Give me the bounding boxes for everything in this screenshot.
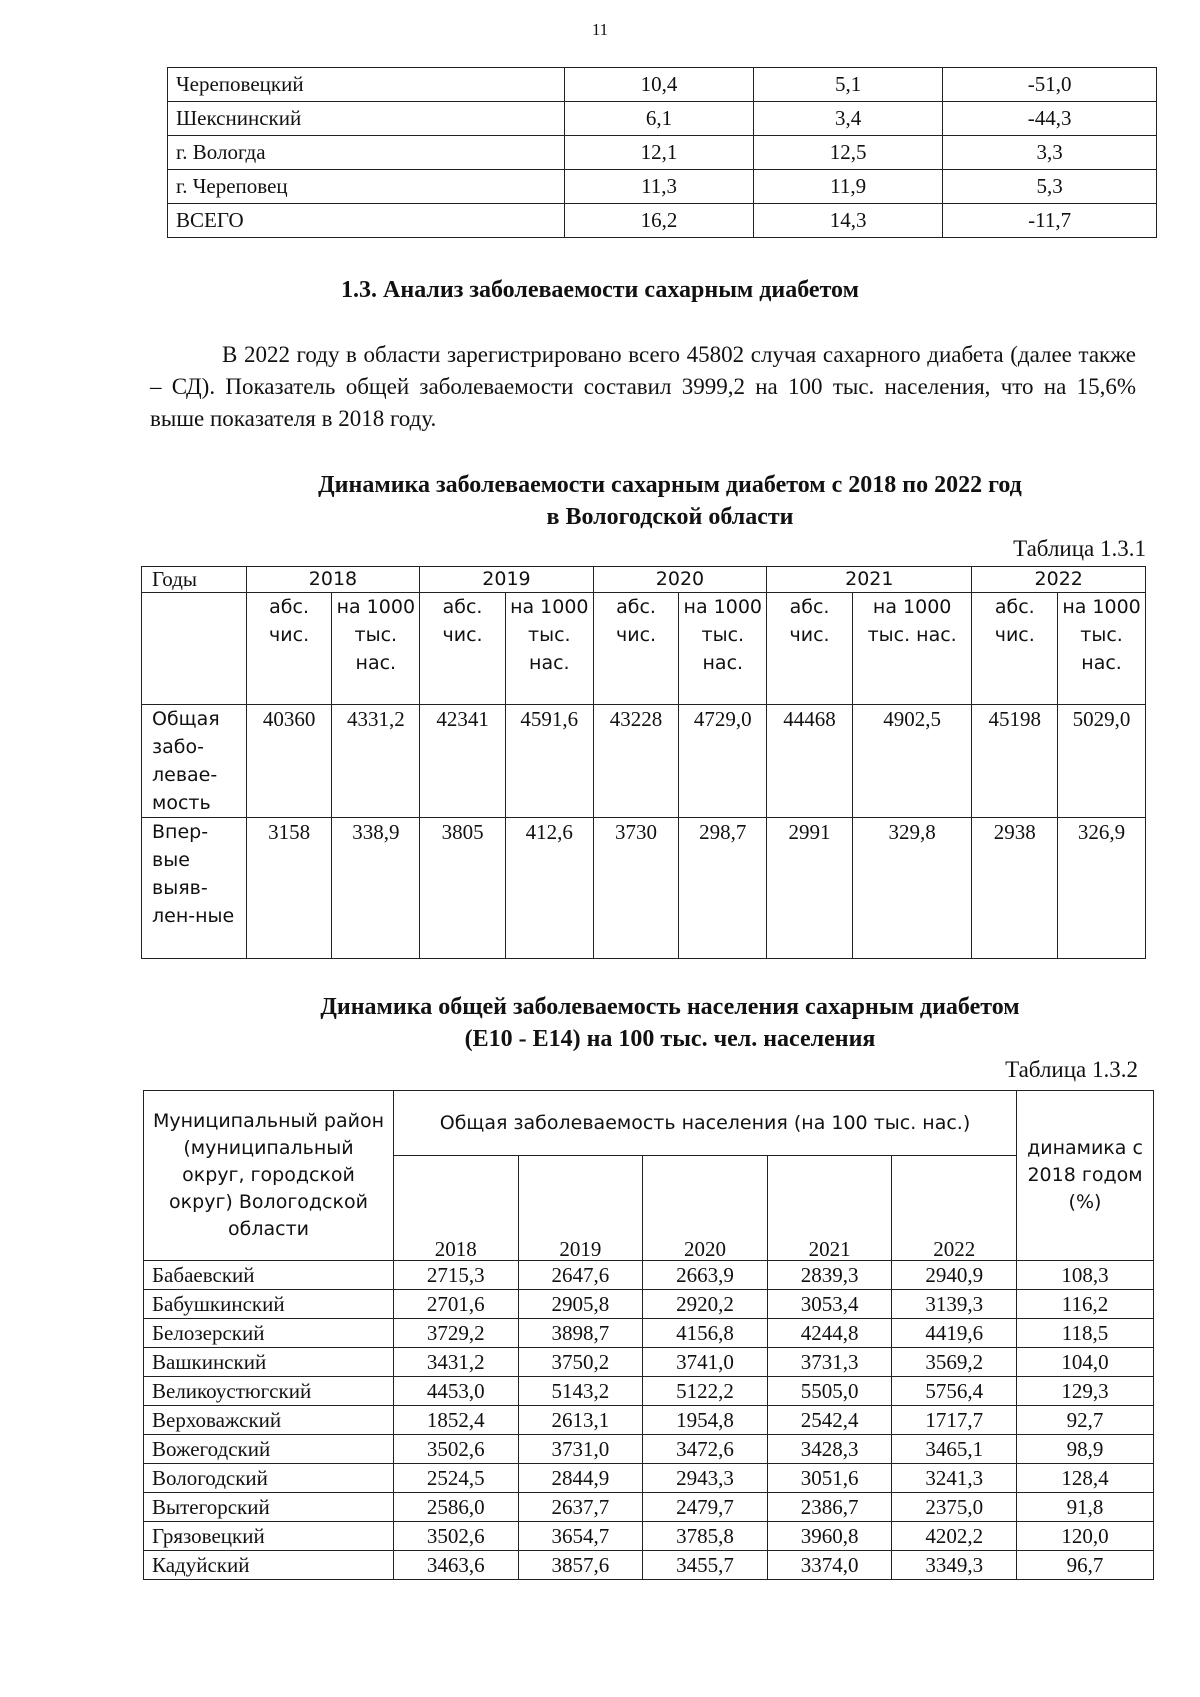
dynamics-cell: 91,8 [1017,1493,1154,1522]
table-cell: 4202,2 [892,1522,1017,1551]
years-label: Годы [142,567,247,593]
table-cell: 2701,6 [394,1290,519,1319]
table-cell: 3241,3 [892,1464,1017,1493]
table-cell: 326,9 [1058,818,1146,959]
dynamics-cell: 96,7 [1017,1551,1154,1580]
table-cell: 14,3 [754,204,943,238]
table-cell: 4331,2 [332,705,420,818]
table-row [144,1348,1154,1377]
dynamics-cell: 108,3 [1017,1261,1154,1290]
table-cell: 40360 [246,705,332,818]
table-cell: 2943,3 [643,1464,768,1493]
table-cell: 2542,4 [767,1406,892,1435]
table-cell: 3053,4 [767,1290,892,1319]
dynamics-cell: 118,5 [1017,1319,1154,1348]
table-cell: 2938 [972,818,1058,959]
table-row [144,1522,1154,1551]
table-cell: 5,3 [943,170,1157,204]
municipal-table-body [144,1261,1154,1580]
year-header: 2021 [767,1156,892,1261]
district-name: Вытегорский [144,1493,394,1522]
district-name: Бабушкинский [144,1290,394,1319]
table-cell: 2905,8 [518,1290,643,1319]
rate-header: на 1000 тыс. нас. [679,593,767,705]
table-cell: 11,9 [754,170,943,204]
district-name: Великоустюгский [144,1377,394,1406]
header-row [144,1091,1154,1156]
table-cell: 2844,9 [518,1464,643,1493]
dynamics-cell: 104,0 [1017,1348,1154,1377]
table-cell: 4591,6 [505,705,593,818]
table-cell: 45198 [972,705,1058,818]
continuation-table [167,67,1157,238]
table-cell: -51,0 [943,68,1157,102]
empty-cell [142,593,247,705]
district-name: г. Вологда [168,136,565,170]
general-incidence-label: Общая забо-левае-мость [142,705,247,818]
table-cell: 3139,3 [892,1290,1017,1319]
district-name: Вожегодский [144,1435,394,1464]
table-cell: 3729,2 [394,1319,519,1348]
general-incidence-header: Общая заболеваемость населения (на 100 тыс. нас.) [394,1091,1017,1156]
table-cell: 329,8 [852,818,972,959]
table-cell: 3472,6 [643,1435,768,1464]
abs-header: абс. чис. [972,593,1058,705]
section-title: 1.3. Анализ заболеваемости сахарным диабетом [341,277,859,303]
table2-caption [240,991,1100,1055]
table-cell: 2991 [767,818,853,959]
dynamics-header: динамика с 2018 годом (%) [1017,1091,1154,1261]
table-cell: 3654,7 [518,1522,643,1551]
diabetes-dynamics-table [141,566,1146,959]
table2-number: Таблица 1.3.2 [1005,1057,1138,1082]
table-cell: 5505,0 [767,1377,892,1406]
table-cell: 3785,8 [643,1522,768,1551]
table-cell: 5029,0 [1058,705,1146,818]
table-cell: 3158 [246,818,332,959]
dynamics-cell: 120,0 [1017,1522,1154,1551]
table-cell: 2637,7 [518,1493,643,1522]
year-header: 2018 [246,567,419,593]
table1-caption [240,469,1100,533]
table2-caption-line1: Динамика общей заболеваемость населения сахарным диабетом [320,994,1020,1020]
table-cell: 4156,8 [643,1319,768,1348]
table-cell: 3741,0 [643,1348,768,1377]
table-cell: -11,7 [943,204,1157,238]
table-cell: 3960,8 [767,1522,892,1551]
year-header: 2020 [643,1156,768,1261]
year-header: 2021 [767,567,972,593]
table-row [144,1261,1154,1290]
table1-caption-line2: в Вологодской области [546,504,794,530]
table-row [144,1319,1154,1348]
general-incidence-row [142,705,1146,818]
table-cell: 3428,3 [767,1435,892,1464]
table-cell: 2839,3 [767,1261,892,1290]
paragraph-text: В 2022 году в области зарегистрировано всего 45802 случая сахарного диабета (далее также – СД). Показатель общей заболеваемости составил 3999,2 на 100 тыс. населения, что на 15,6% выше показателя в 2018 году. [150,342,1136,431]
table-cell: 3569,2 [892,1348,1017,1377]
table-cell: 2663,9 [643,1261,768,1290]
table-row [144,1493,1154,1522]
table-cell: 1717,7 [892,1406,1017,1435]
year-header: 2019 [518,1156,643,1261]
table-row [144,1551,1154,1580]
table1-number: Таблица 1.3.1 [1013,536,1146,561]
continuation-table-body [168,68,1157,238]
table-cell: 43228 [593,705,679,818]
year-header: 2022 [972,567,1146,593]
district-name: ВСЕГО [168,204,565,238]
table-cell: 3463,6 [394,1551,519,1580]
table-cell: 3730 [593,818,679,959]
table-row [168,136,1157,170]
table-cell: 5756,4 [892,1377,1017,1406]
table-cell: 3465,1 [892,1435,1017,1464]
table-cell: 2613,1 [518,1406,643,1435]
district-name: Грязовецкий [144,1522,394,1551]
table-cell: 2375,0 [892,1493,1017,1522]
table-row [144,1377,1154,1406]
table-cell: 3502,6 [394,1522,519,1551]
district-name: Бабаевский [144,1261,394,1290]
year-header: 2018 [394,1156,519,1261]
district-name: Череповецкий [168,68,565,102]
page-number: 11 [591,20,609,39]
table-cell: 3750,2 [518,1348,643,1377]
years-row [142,567,1146,593]
first-detected-row [142,818,1146,959]
table-cell: 3731,3 [767,1348,892,1377]
abs-header: абс. чис. [767,593,853,705]
table-cell: 3374,0 [767,1551,892,1580]
table-row [168,170,1157,204]
district-name: Кадуйский [144,1551,394,1580]
table-cell: 16,2 [565,204,754,238]
table-row [144,1290,1154,1319]
table-cell: 1954,8 [643,1406,768,1435]
table-cell: 5,1 [754,68,943,102]
district-name: Белозерский [144,1319,394,1348]
table-cell: 3731,0 [518,1435,643,1464]
dynamics-cell: 128,4 [1017,1464,1154,1493]
table-cell: 4244,8 [767,1319,892,1348]
table-cell: 2586,0 [394,1493,519,1522]
district-name: Шекснинский [168,102,565,136]
table-cell: 3,4 [754,102,943,136]
table-cell: 6,1 [565,102,754,136]
table-row [168,102,1157,136]
table-cell: 42341 [420,705,506,818]
table-cell: 3349,3 [892,1551,1017,1580]
rate-header: на 1000 тыс. нас. [505,593,593,705]
table-cell: 3502,6 [394,1435,519,1464]
table-cell: 3,3 [943,136,1157,170]
table-cell: 5122,2 [643,1377,768,1406]
table-cell: 2920,2 [643,1290,768,1319]
table-cell: 298,7 [679,818,767,959]
abs-header: абс. чис. [593,593,679,705]
district-name: Вологодский [144,1464,394,1493]
table-cell: 12,5 [754,136,943,170]
table-cell: 2715,3 [394,1261,519,1290]
district-name: Вашкинский [144,1348,394,1377]
table-cell: 1852,4 [394,1406,519,1435]
district-name: г. Череповец [168,170,565,204]
dynamics-cell: 98,9 [1017,1435,1154,1464]
table-row [144,1406,1154,1435]
table-row [168,204,1157,238]
rate-header: на 1000 тыс. нас. [852,593,972,705]
table-cell: 4419,6 [892,1319,1017,1348]
municipal-header: Муниципальный район (муниципальный округ, городской округ) Вологодской области [144,1091,394,1261]
table-row [144,1435,1154,1464]
year-header: 2020 [593,567,766,593]
table-cell: 44468 [767,705,853,818]
table-cell: 3805 [420,818,506,959]
table1-caption-line1: Динамика заболеваемости сахарным диабетом с 2018 по 2022 год [318,472,1022,498]
first-detected-label: Впер-вые выяв-лен-ные [142,818,247,959]
table-cell: 2479,7 [643,1493,768,1522]
table-cell: 338,9 [332,818,420,959]
table-cell: 3857,6 [518,1551,643,1580]
abs-header: абс. чис. [246,593,332,705]
table-cell: 2940,9 [892,1261,1017,1290]
table-cell: 5143,2 [518,1377,643,1406]
table2-caption-line2: (Е10 - Е14) на 100 тыс. чел. населения [464,1026,876,1052]
table-cell: 4902,5 [852,705,972,818]
table-cell: 10,4 [565,68,754,102]
table-row [168,68,1157,102]
dynamics-cell: 92,7 [1017,1406,1154,1435]
table-row [144,1464,1154,1493]
year-header: 2019 [420,567,593,593]
municipal-incidence-table [143,1090,1154,1580]
table-cell: 412,6 [505,818,593,959]
table-cell: 3431,2 [394,1348,519,1377]
table-cell: 2647,6 [518,1261,643,1290]
table-cell: 11,3 [565,170,754,204]
table-cell: 4453,0 [394,1377,519,1406]
table-cell: 2524,5 [394,1464,519,1493]
dynamics-cell: 116,2 [1017,1290,1154,1319]
abs-header: абс. чис. [420,593,506,705]
subheader-row [142,593,1146,705]
dynamics-cell: 129,3 [1017,1377,1154,1406]
district-name: Верховажский [144,1406,394,1435]
table-cell: 3051,6 [767,1464,892,1493]
table-cell: 12,1 [565,136,754,170]
table-cell: 3455,7 [643,1551,768,1580]
table-cell: 2386,7 [767,1493,892,1522]
table-cell: 4729,0 [679,705,767,818]
year-header: 2022 [892,1156,1017,1261]
section-paragraph [150,339,1136,435]
table-cell: 3898,7 [518,1319,643,1348]
table-cell: -44,3 [943,102,1157,136]
rate-header: на 1000 тыс. нас. [1058,593,1146,705]
rate-header: на 1000 тыс. нас. [332,593,420,705]
